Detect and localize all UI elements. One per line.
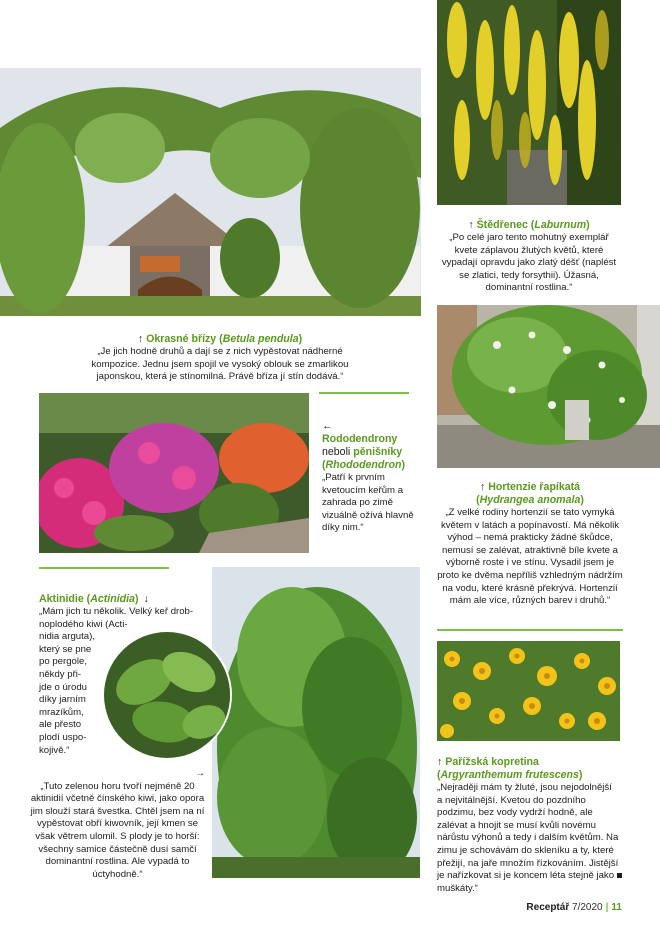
caption-line: nidia arguta),: [39, 631, 95, 643]
arrow-left-icon: ←: [322, 420, 333, 432]
caption-title: Pařížská kopretina: [445, 756, 539, 768]
caption-line: díky jarním: [39, 694, 86, 706]
arrow-up-icon: ↑: [137, 333, 144, 345]
photo-rhododendron: [39, 393, 309, 553]
caption-latin: Argyranthemum frutescens: [440, 769, 579, 781]
caption-line: kojivě.“: [39, 744, 70, 756]
caption-text: „Patří k prvním kvetoucím keřům a zahrada po zimě vizuálně ožívá hlavně díky nim.“: [322, 472, 414, 534]
caption-argyranthemum: ↑ Pařížská kopretina (Argyranthemum frutescens) „Nejraději mám ty žluté, jsou nejodolnější a nejvitálnější. Kvetou do pozdního podzimu, bez vody vydrží hodně, ale zalévat a hnojit se musí kvůli novému nárůstu výhonů a tedy i dalším květům. Na zimu je schovávám do skleníku a ty, které přežijí, na jaře množím řízkováním. Jistější je nařízkovat si je koncem léta stejně jako muškáty.“: [437, 756, 619, 894]
caption-latin: Laburnum: [534, 219, 587, 231]
photo-argyranthemum: [437, 641, 620, 741]
magazine-name: Receptář: [526, 902, 570, 913]
divider-rule: [39, 567, 169, 569]
caption-latin: Actinidia: [90, 593, 135, 605]
caption-line: plodí uspo-: [39, 731, 87, 743]
divider-rule: [437, 629, 623, 631]
arrow-up-icon: ↑: [479, 481, 486, 493]
caption-latin: Hydrangea anomala: [479, 494, 581, 506]
photo-birch-arch: [0, 68, 421, 316]
caption-text: „Tuto zelenou horu tvoří nejméně 20 aktinidií včetně čínského kiwi, jako opora jim slouží stará švestka. Chtěl jsem na ní vypěstovat obří kiwovník, její kmen se však větrem ulomil. S plody je to horší: všechny samice částečně dusí samčí dominantní rostlina. Ale vypadá to úctyhodně.“: [30, 780, 205, 880]
end-mark: [617, 873, 622, 878]
caption-hydrangea: ↑ Hortenzie řapíkatá (Hydrangea anomala) „Z velké rodiny hortenzií se tato vymyká květem v latách a popínavostí. Má několik výhod – nemá prakticky žádné škůdce, nemusí se zalévat, atraktivně bíle kvete a výborně roste i ve stínu. Vysadil jsem je proto ke dvěma nepříliš vzhledným nádržím na vodu, které krásně překrývá. Hortenzií mám ale více, různých barev i druhů.“: [437, 481, 623, 607]
caption-latin: Betula pendula: [222, 333, 299, 345]
caption-title: Štědřenec: [476, 219, 528, 231]
caption-line: mrazíkům,: [39, 706, 84, 718]
caption-actinidia-hill: [30, 768, 205, 881]
page-number: 11: [611, 902, 622, 913]
caption-text: „Nejraději mám ty žluté, jsou nejodolnější a nejvitálnější. Kvetou do pozdního podzimu, bez vody vydrží hodně, ale zalévat a hnojit se musí kvůli novému nárůstu výhonů a tedy i dalším květům. Na zimu je schovávám do skleníku a ty, které přežijí, na jaře množím řízkováním. Jistější je nařízkovat si je koncem léta stejně jako muškáty.“: [437, 782, 619, 894]
caption-line: „Mám jich tu několik. Velký keř drob-: [39, 606, 194, 617]
divider-rule: [319, 392, 409, 394]
caption-text: „Z velké rodiny hortenzií se tato vymyká květem v latách a popínavostí. Má několik výhod – nemá prakticky žádné škůdce, nemusí se zalévat, atraktivně bíle kvete a výborně roste i ve stínu. Vysadil jsem je proto ke dvěma nepříliš vzhledným nádržím na vodu, které krásně překrývá. Hortenzií mám ale více, různých barev i druhů.“: [437, 507, 623, 607]
arrow-down-icon: ↓: [143, 593, 149, 605]
caption-birch: ↑ Okrasné břízy (Betula pendula) „Je jich hodně druhů a dají se z nich vypěstovat nádherné kompozice. Jednu jsem spojil ve vysoký oblouk se zmarlikou japonskou, která je stínomilná. Právě bříza jí stín dodává.“: [78, 333, 362, 384]
caption-title: Aktinidie: [39, 593, 84, 605]
caption-title-alt: pěnišníky: [353, 446, 403, 458]
arrow-up-icon: ↑: [468, 219, 474, 231]
caption-line: po pergole,: [39, 656, 88, 668]
caption-title: Okrasné břízy: [146, 333, 217, 345]
caption-laburnum: ↑ Štědřenec (Laburnum) „Po celé jaro tento mohutný exemplář kvete záplavou žlutých květů, které vypadají opravdu jako zlatý déšť (naplést se zlatici, tedy forsythii). Úžasná, dominantní rostlina.“: [437, 219, 621, 295]
caption-rhododendron: ← Rododendrony neboli pěnišníky (Rhododendron) „Patří k prvním kvetoucím keřům a zahrada po zimě vizuálně ožívá hlavně díky nim.“: [322, 420, 422, 535]
footer-separator: |: [605, 902, 609, 913]
arrow-right-icon: →: [195, 768, 205, 779]
arrow-up-icon: ↑: [437, 756, 443, 768]
caption-text: „Po celé jaro tento mohutný exemplář kvete záplavou žlutých květů, které vypadají opravdu jako zlatý déšť (naplést se zlatici, tedy forsythii). Úžasná, dominantní rostlina.“: [441, 232, 617, 294]
page-footer: [526, 902, 622, 913]
caption-title: Hortenzie řapíkatá: [488, 481, 581, 493]
caption-line: který se pne: [39, 643, 92, 655]
caption-actinidia: Aktinidie (Actinidia) ↓ „Mám jich tu několik. Velký keř drob- noplodého kiwi (Acti- nidia arguta), který se pne po pergole, někdy při- jde o úrodu díky jarním mrazíkům, ale přesto plodí uspo- kojivě.“: [39, 593, 214, 757]
caption-line: ale přesto: [39, 719, 82, 731]
photo-hydrangea: [437, 305, 660, 468]
caption-title: Rododendrony: [322, 433, 398, 445]
issue-number: 7/2020: [572, 902, 603, 913]
caption-line: někdy při-: [39, 668, 82, 680]
caption-line: noplodého kiwi (Acti-: [39, 618, 128, 630]
photo-actinidia: [212, 567, 420, 878]
caption-text: „Je jich hodně druhů a dají se z nich vypěstovat nádherné kompozice. Jednu jsem spojil ve vysoký oblouk se zmarlikou japonskou, která je stínomilná. Právě bříza jí stín dodává.“: [91, 346, 349, 383]
photo-laburnum: [437, 0, 621, 205]
caption-connector: neboli: [322, 446, 351, 458]
caption-latin: Rhododendron: [325, 459, 402, 471]
caption-line: jde o úrodu: [39, 681, 88, 693]
